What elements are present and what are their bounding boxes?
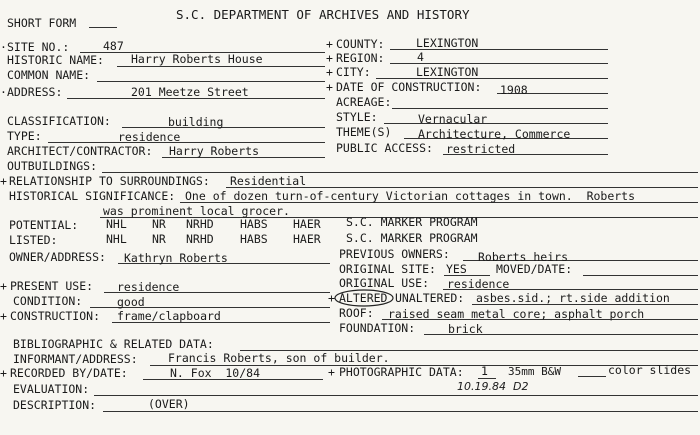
construction-label: CONSTRUCTION:: [10, 309, 101, 323]
original-use-value: residence: [447, 277, 510, 291]
date-value: 1908: [500, 83, 528, 97]
foundation-label: FOUNDATION:: [339, 321, 416, 335]
historic-name-label: HISTORIC NAME:: [7, 53, 104, 67]
listed-nrhd: NRHD: [186, 232, 214, 246]
photo-count-value: 1: [481, 364, 488, 378]
previous-owners-label: PREVIOUS OWNERS:: [339, 247, 450, 261]
relationship-label: RELATIONSHIP TO SURROUNDINGS:: [9, 174, 210, 188]
acreage-label: ACREAGE:: [336, 95, 392, 109]
moved-date-label: MOVED/DATE:: [496, 262, 573, 276]
handwritten-photo-note: 10.19.84 D2: [457, 380, 529, 393]
altered-value: asbes.sid.; rt.side addition: [476, 291, 670, 305]
themes-label: THEME(S): [336, 125, 392, 139]
recorded-label: RECORDED BY/DATE:: [10, 366, 128, 380]
form-title: S.C. DEPARTMENT OF ARCHIVES AND HISTORY: [176, 7, 470, 22]
condition-value: good: [117, 295, 145, 309]
listed-nhl: NHL: [106, 232, 127, 246]
type-line: [48, 142, 325, 143]
original-use-label: ORIGINAL USE:: [339, 276, 430, 290]
moved-date-line: [583, 275, 698, 276]
potential-nr: NR: [152, 217, 166, 231]
potential-marker: S.C. MARKER PROGRAM: [346, 215, 478, 229]
present-use-value: residence: [117, 280, 180, 294]
address-value: 201 Meetze Street: [131, 85, 249, 99]
plus-marker: +: [0, 309, 7, 323]
historic-name-value: Harry Roberts House: [131, 52, 263, 66]
color-slides-label: color slides: [608, 363, 692, 377]
evaluation-line: [94, 395, 698, 396]
condition-label: CONDITION:: [13, 294, 83, 308]
listed-nr: NR: [152, 232, 166, 246]
potential-nhl: NHL: [106, 217, 127, 231]
informant-label: INFORMANT/ADDRESS:: [13, 352, 138, 366]
classification-label: CLASSIFICATION:: [7, 114, 111, 128]
plus-marker: +: [328, 291, 335, 305]
type-label: TYPE:: [7, 129, 42, 143]
themes-value: Architecture, Commerce: [418, 127, 571, 141]
present-use-label: PRESENT USE:: [10, 279, 94, 293]
region-value: 4: [417, 50, 424, 64]
plus-marker: +: [326, 65, 333, 79]
plus-marker: +: [326, 37, 333, 51]
plus-marker: ·: [0, 85, 7, 99]
classification-line: [122, 127, 325, 128]
roof-label: ROOF:: [339, 306, 374, 320]
style-value: Vernacular: [418, 112, 488, 126]
city-label: CITY:: [336, 65, 371, 79]
original-site-value: YES: [446, 262, 467, 276]
listed-label: LISTED:: [9, 233, 58, 247]
outbuildings-line: [102, 172, 698, 173]
description-line: [103, 411, 698, 412]
historic-name-line: [117, 66, 325, 67]
previous-owners-value: Roberts heirs: [478, 250, 569, 264]
plus-marker: +: [0, 174, 7, 188]
plus-marker: +: [0, 279, 7, 293]
owner-value: Kathryn Roberts: [124, 251, 228, 265]
short-form-label: SHORT FORM: [7, 16, 77, 30]
photo-count-line: [478, 378, 496, 379]
short-form-line: [89, 27, 117, 28]
address-label: ADDRESS:: [7, 85, 63, 99]
type-value: residence: [118, 130, 181, 144]
description-label: DESCRIPTION:: [13, 398, 97, 412]
listed-marker: S.C. MARKER PROGRAM: [346, 231, 478, 245]
significance-text-2: was prominent local grocer.: [103, 204, 290, 218]
significance-text-1: One of dozen turn-of-century Victorian cottages in town. Roberts: [185, 189, 636, 203]
acreage-line: [392, 108, 608, 109]
bibliographic-label: BIBLIOGRAPHIC & RELATED DATA:: [13, 337, 214, 351]
recorded-value: N. Fox 10/84: [170, 366, 261, 380]
color-slides-line: [578, 376, 606, 377]
site-no-label: SITE NO.:: [7, 40, 70, 54]
relationship-value: Residential: [230, 174, 307, 188]
potential-label: POTENTIAL:: [9, 218, 79, 232]
original-site-label: ORIGINAL SITE:: [339, 262, 436, 276]
plus-marker: ·: [0, 40, 7, 54]
construction-value: frame/clapboard: [117, 309, 221, 323]
architect-label: ARCHITECT/CONTRACTOR:: [7, 144, 153, 158]
architect-value: Harry Roberts: [169, 144, 260, 158]
significance-label: HISTORICAL SIGNIFICANCE:: [9, 189, 176, 203]
date-label: DATE OF CONSTRUCTION:: [336, 80, 482, 94]
potential-nrhd: NRHD: [186, 217, 214, 231]
plus-marker: +: [326, 80, 333, 94]
public-access-value: restricted: [446, 142, 516, 156]
region-label: REGION:: [336, 51, 385, 65]
potential-haer: HAER: [293, 217, 321, 231]
listed-haer: HAER: [293, 232, 321, 246]
public-access-label: PUBLIC ACCESS:: [336, 141, 433, 155]
unaltered-label: UNALTERED:: [395, 291, 465, 305]
photo-format: 35mm B&W: [508, 365, 561, 378]
altered-circle-mark: [333, 288, 397, 308]
potential-habs: HABS: [240, 217, 268, 231]
site-no-value: 487: [103, 39, 124, 53]
photographic-label: PHOTOGRAPHIC DATA:: [339, 365, 464, 379]
city-line: [376, 78, 608, 79]
common-name-line: [97, 81, 325, 82]
county-label: COUNTY:: [336, 37, 385, 51]
plus-marker: +: [328, 365, 335, 379]
city-value: LEXINGTON: [416, 65, 479, 79]
foundation-value: brick: [448, 322, 483, 336]
plus-marker: +: [326, 51, 333, 65]
owner-label: OWNER/ADDRESS:: [9, 250, 106, 264]
county-value: LEXINGTON: [416, 36, 479, 50]
roof-value: raised seam metal core; asphalt porch: [388, 307, 645, 321]
outbuildings-label: OUTBUILDINGS:: [7, 159, 98, 173]
altered-label[interactable]: ALTERED: [339, 291, 388, 305]
common-name-label: COMMON NAME:: [7, 68, 91, 82]
description-value: (OVER): [148, 397, 190, 411]
evaluation-label: EVALUATION:: [13, 382, 90, 396]
style-label: STYLE:: [336, 110, 378, 124]
classification-value: building: [168, 115, 224, 129]
informant-value: Francis Roberts, son of builder.: [168, 351, 390, 365]
plus-marker: +: [0, 366, 7, 380]
listed-habs: HABS: [240, 232, 268, 246]
